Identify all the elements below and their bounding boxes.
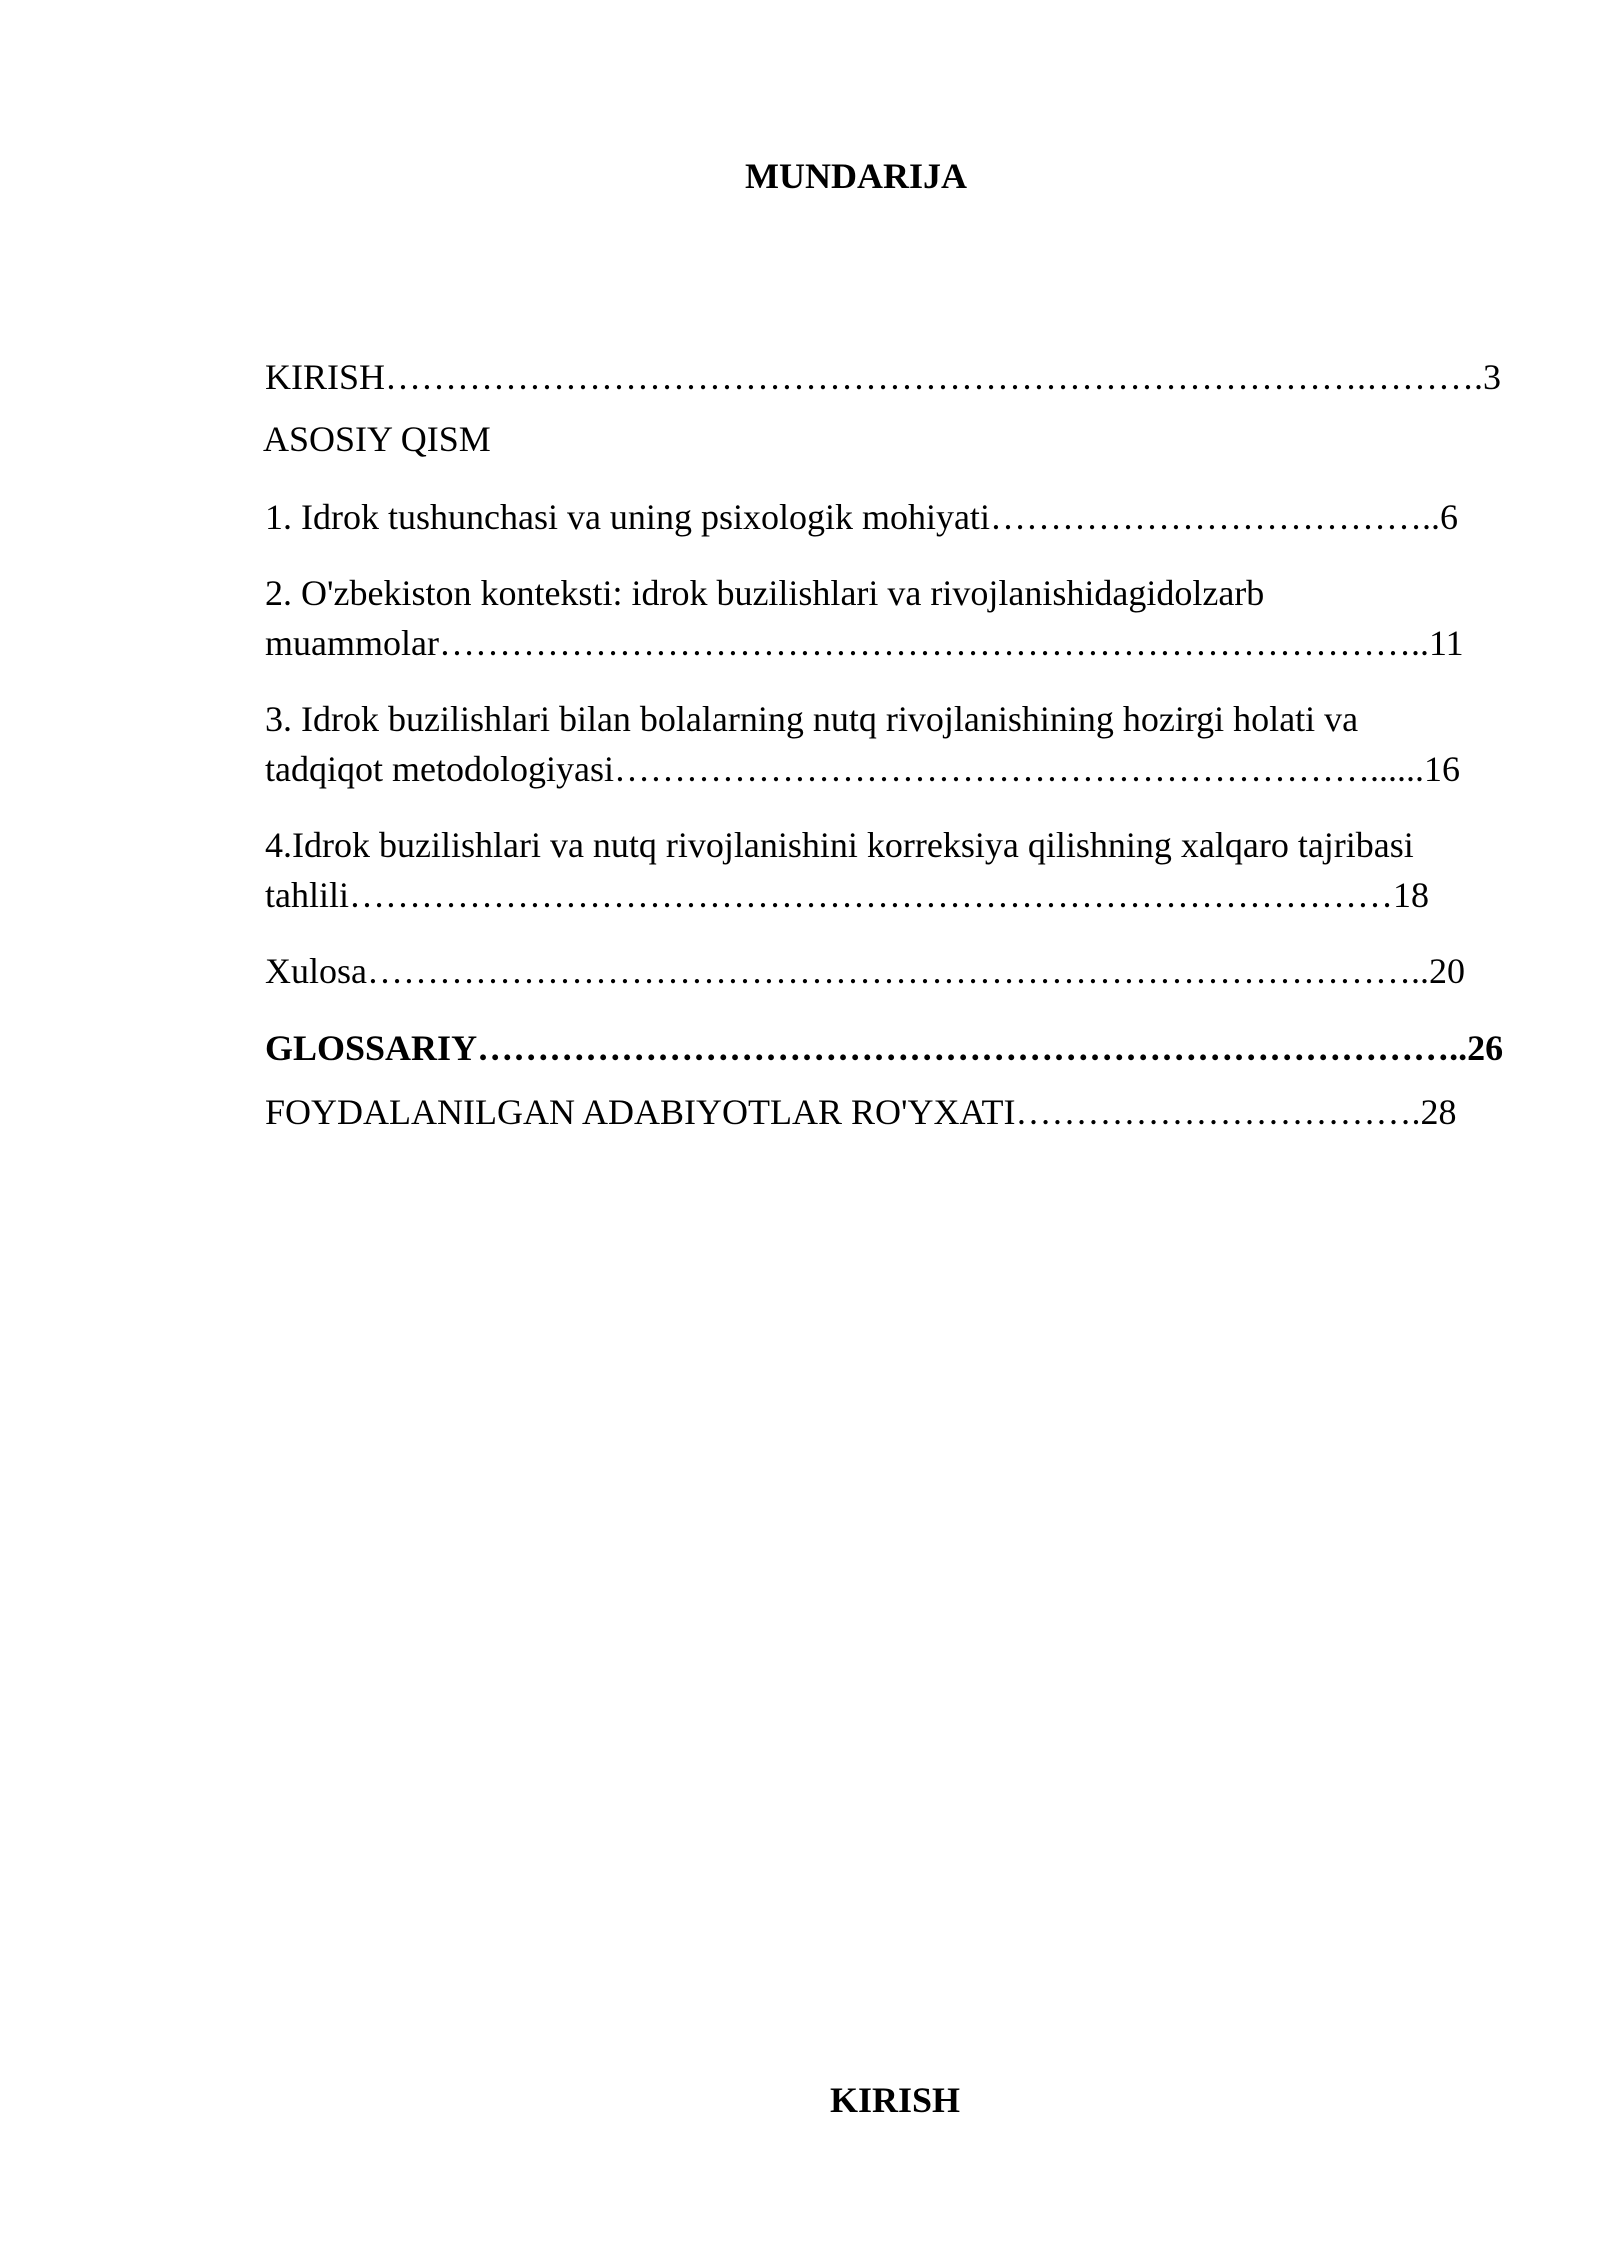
toc-entry-adabiyotlar <box>229 1037 1486 1187</box>
section-heading-kirish: KIRISH <box>830 2080 961 2120</box>
toc-entry-text: Xulosa……………………………………………………………………………..20 <box>265 951 1465 991</box>
toc-entry-text: KIRISH……………………………………………………………………….……….3 <box>265 357 1502 397</box>
toc-entry-text: FOYDALANILGAN ADABIYOTLAR RO'YXATI…………………………….28 <box>265 1092 1457 1132</box>
toc-entry-text: tahlili……………………………………………………………………………18 <box>265 875 1429 915</box>
toc-entry-text: 2. O'zbekiston konteksti: idrok buzilishlari va rivojlanishidagidolzarb <box>265 573 1265 613</box>
toc-title: MUNDARIJA <box>745 156 967 196</box>
toc-entry-text: muammolar………………………………………………………………………..11 <box>265 623 1464 663</box>
toc-entry-text: 4.Idrok buzilishlari va nutq rivojlanishini korreksiya qilishning xalqaro tajribasi <box>265 825 1414 865</box>
toc-entry-text: ASOSIY QISM <box>263 419 491 459</box>
toc-entry-text: tadqiqot metodologiyasi………………………………………………………......16 <box>265 749 1460 789</box>
toc-entry-text: 3. Idrok buzilishlari bilan bolalarning nutq rivojlanishining hozirgi holati va <box>265 699 1359 739</box>
toc-entry-text: GLOSSARIY………………………………………………………………………..26 <box>265 1028 1504 1068</box>
toc-entry-text: 1. Idrok tushunchasi va uning psixologik mohiyati………………………………..6 <box>265 497 1458 537</box>
